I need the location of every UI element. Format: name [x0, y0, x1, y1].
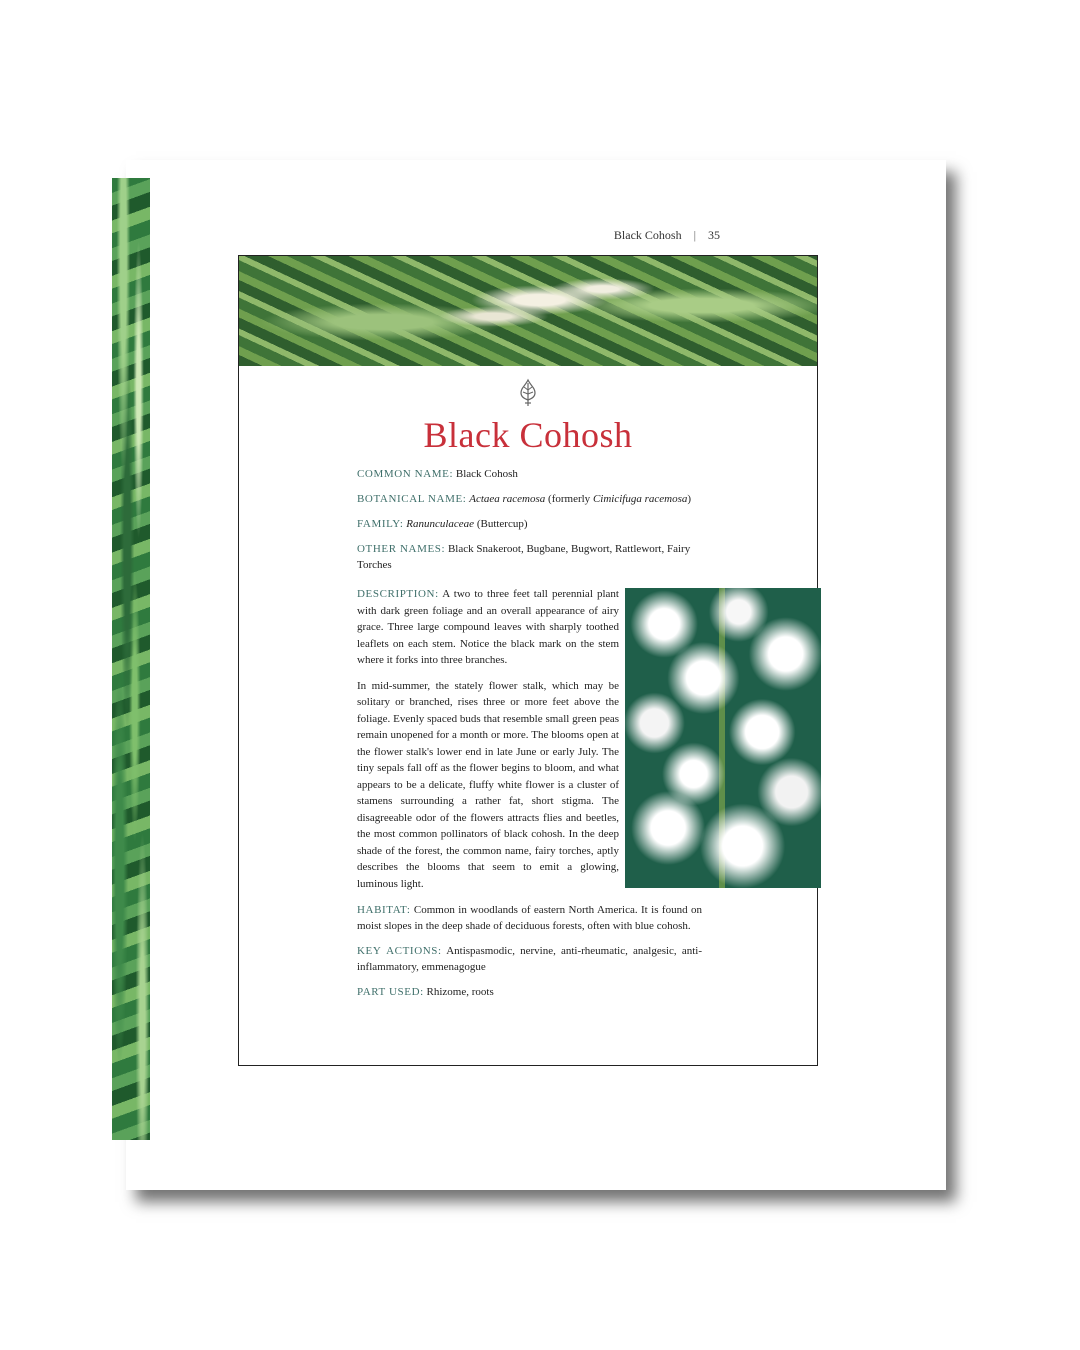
- part-used-label: PART USED:: [357, 986, 424, 998]
- flower-photo: [625, 588, 821, 888]
- leaf-ornament-icon: [516, 378, 540, 408]
- description-section: [357, 586, 619, 901]
- botanical-name-end: ): [687, 493, 692, 505]
- banner-foliage-image: [239, 256, 817, 366]
- common-name-label: COMMON NAME:: [357, 468, 454, 480]
- habitat-label: HABITAT:: [357, 904, 411, 916]
- other-names-field: [357, 541, 702, 573]
- page-number: 35: [708, 228, 720, 242]
- common-name-value: Black Cohosh: [455, 468, 518, 480]
- running-head-title: Black Cohosh: [613, 228, 682, 242]
- facing-page-foliage-image: [112, 178, 150, 1140]
- botanical-name-italic: Actaea racemosa: [469, 493, 546, 505]
- habitat-value: Common in woodlands of eastern North America. It is found on moist slopes in the deep shade of deciduous forests, often with blue cohosh.: [357, 904, 702, 932]
- part-used-field: [357, 984, 702, 1000]
- plant-facts: [357, 466, 702, 582]
- running-head: [560, 228, 720, 243]
- other-names-label: OTHER NAMES:: [357, 543, 446, 555]
- botanical-name-label: BOTANICAL NAME:: [357, 493, 467, 505]
- description-text-1: A two to three feet tall perennial plant with dark green foliage and an overall appearance of airy grace. Three large compound leaves with sharply toothed leaflets on each stem. Notice the black mark on the stem where it forks into three branches.: [357, 588, 619, 666]
- botanical-name-former: Cimicifuga racemosa: [592, 493, 688, 505]
- family-end: (Buttercup): [474, 518, 528, 530]
- botanical-name-mid: (formerly: [545, 493, 593, 505]
- plant-usage: [357, 902, 702, 1009]
- family-italic: Ranunculaceae: [406, 518, 475, 530]
- key-actions-field: [357, 943, 702, 975]
- key-actions-value: Antispasmodic, nervine, anti-rheumatic, analgesic, anti-inflammatory, emmenagogue: [357, 945, 702, 973]
- part-used-value: Rhizome, roots: [426, 986, 494, 998]
- running-head-separator: |: [693, 228, 696, 242]
- habitat-field: [357, 902, 702, 934]
- book-page: [238, 255, 818, 1066]
- family-label: FAMILY:: [357, 518, 404, 530]
- common-name-field: [357, 466, 702, 482]
- other-names-value: Black Snakeroot, Bugbane, Bugwort, Rattlewort, Fairy Torches: [357, 543, 691, 571]
- description-paragraph-1: [357, 586, 619, 669]
- description-paragraph-2: In mid-summer, the stately flower stalk, which may be solitary or branched, rises three or more feet above the foliage. Evenly spaced buds that resemble small green peas remain unopened for a month or more. The blooms open at the flower stalk's lower end in late June or early July. The tiny sepals fall off as the flower begins to bloom, and what appears to be a delicate, fluffy white flower is a cluster of stamens surrounding a rather fat, short stigma. The disagreeable odor of the flowers attracts flies and beetles, the most common pollinators of black cohosh. In the deep shade of the forest, the common name, fairy torches, aptly describes the blooms that seem to emit a glowing, luminous light.: [357, 679, 619, 890]
- family-field: [357, 516, 702, 532]
- description-label: DESCRIPTION:: [357, 588, 439, 600]
- page-title: Black Cohosh: [423, 415, 633, 455]
- key-actions-label: KEY ACTIONS:: [357, 945, 442, 957]
- botanical-name-field: [357, 491, 702, 507]
